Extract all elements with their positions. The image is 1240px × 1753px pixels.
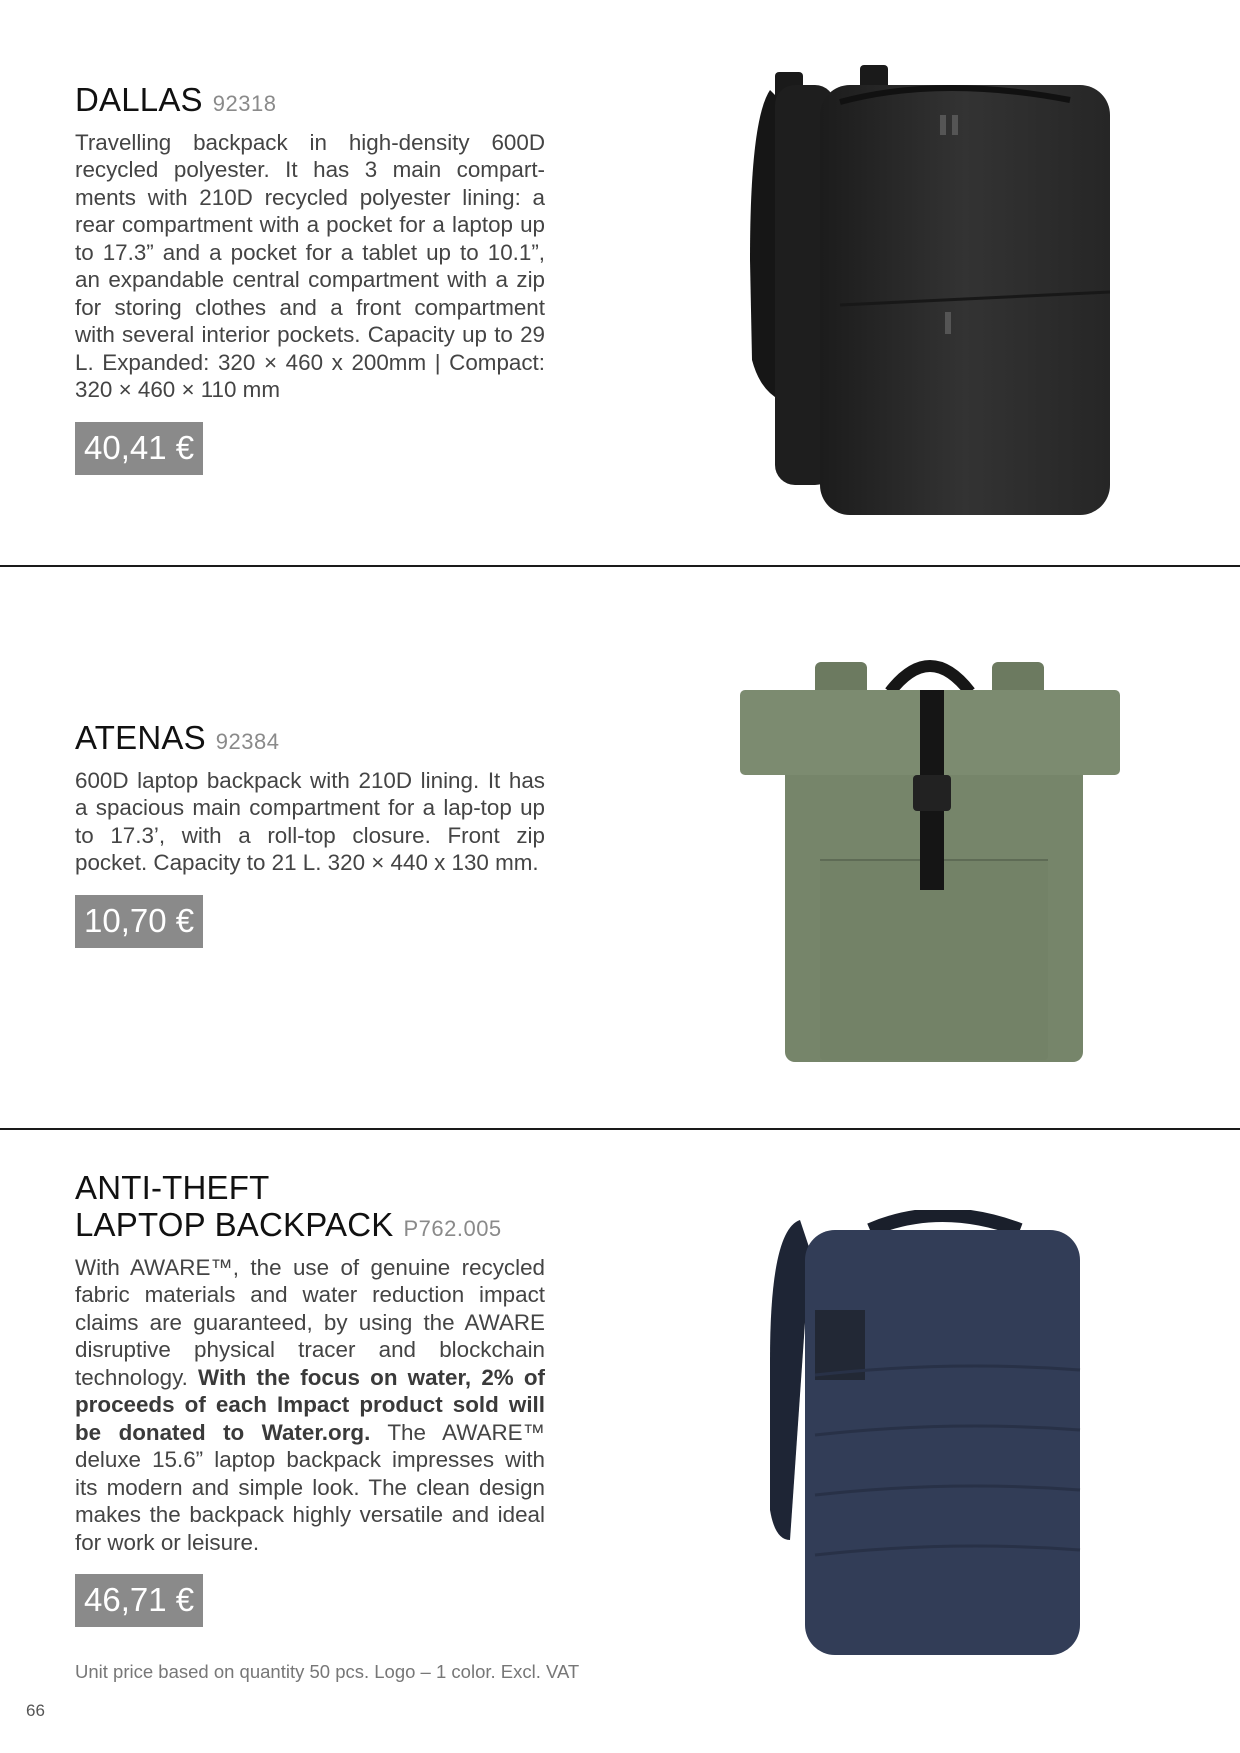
price-badge: 40,41 € [75, 422, 203, 475]
product-description: 600D laptop backpack with 210D lining. It has a spacious main compartment for a lap-top up to 17.3’, with a roll-top closure. Front zip pocket. Capacity to 21 L. 320 × 440 x 130 mm. [75, 767, 545, 876]
price-row [75, 1574, 545, 1627]
product-dallas [75, 82, 545, 475]
price-row [75, 422, 545, 475]
desc-bold-text: With the focus on water, 2% of proceeds of each Impact product sold will be donated to Water.org. [75, 1364, 545, 1445]
product-description: Travelling backpack in high-density 600D recycled polyester. It has 3 main compart-ments with 210D recycled polyester lining: a rear compartment with a pocket for a laptop up to 17.3” and a pocket for a tablet up to 10.1”, an expandable central compartment with a zip for storing clothes and a front compartment with several interior pockets. Capacity up to 29 L. Expanded: 320 × 460 x 200mm | Compact: 320 × 460 × 110 mm [75, 129, 545, 403]
product-name-line1: ANTI-THEFT [75, 1169, 270, 1206]
desc-text-end: The AWARE™ deluxe 15.6” laptop backpack impresses with its modern and simple look. The clean design makes the backpack highly versatile and ideal for work or leisure. [75, 1419, 545, 1555]
product-name: DALLAS [75, 81, 203, 118]
product-code: P762.005 [403, 1215, 502, 1241]
product-code: 92384 [215, 729, 280, 754]
footnote: Unit price based on quantity 50 pcs. Logo – 1 color. Excl. VAT [75, 1661, 580, 1682]
product-title [75, 720, 545, 757]
product-name-line2: LAPTOP BACKPACK [75, 1205, 394, 1243]
price-badge: 10,70 € [75, 895, 203, 948]
anti-theft-backpack-image [760, 1210, 1090, 1660]
product-title [75, 1170, 545, 1244]
price-badge: 46,71 € [75, 1574, 203, 1627]
section-divider [0, 1128, 1240, 1130]
section-divider [0, 565, 1240, 567]
desc-text: With AWARE™, the use of genuine recycled fabric materials and water reduction impact claims are guaranteed, by using the AWARE disruptive physical tracer and blockchain technology. [75, 1254, 545, 1390]
product-anti-theft [75, 1170, 545, 1627]
product-atenas [75, 720, 545, 948]
product-code: 92318 [212, 91, 277, 116]
product-title [75, 82, 545, 119]
page-number: 66 [26, 1701, 45, 1720]
product-description [75, 1254, 545, 1557]
dallas-backpack-image [740, 60, 1110, 520]
product-name: ATENAS [75, 719, 206, 756]
price-row [75, 895, 545, 948]
atenas-backpack-image [740, 650, 1120, 1062]
